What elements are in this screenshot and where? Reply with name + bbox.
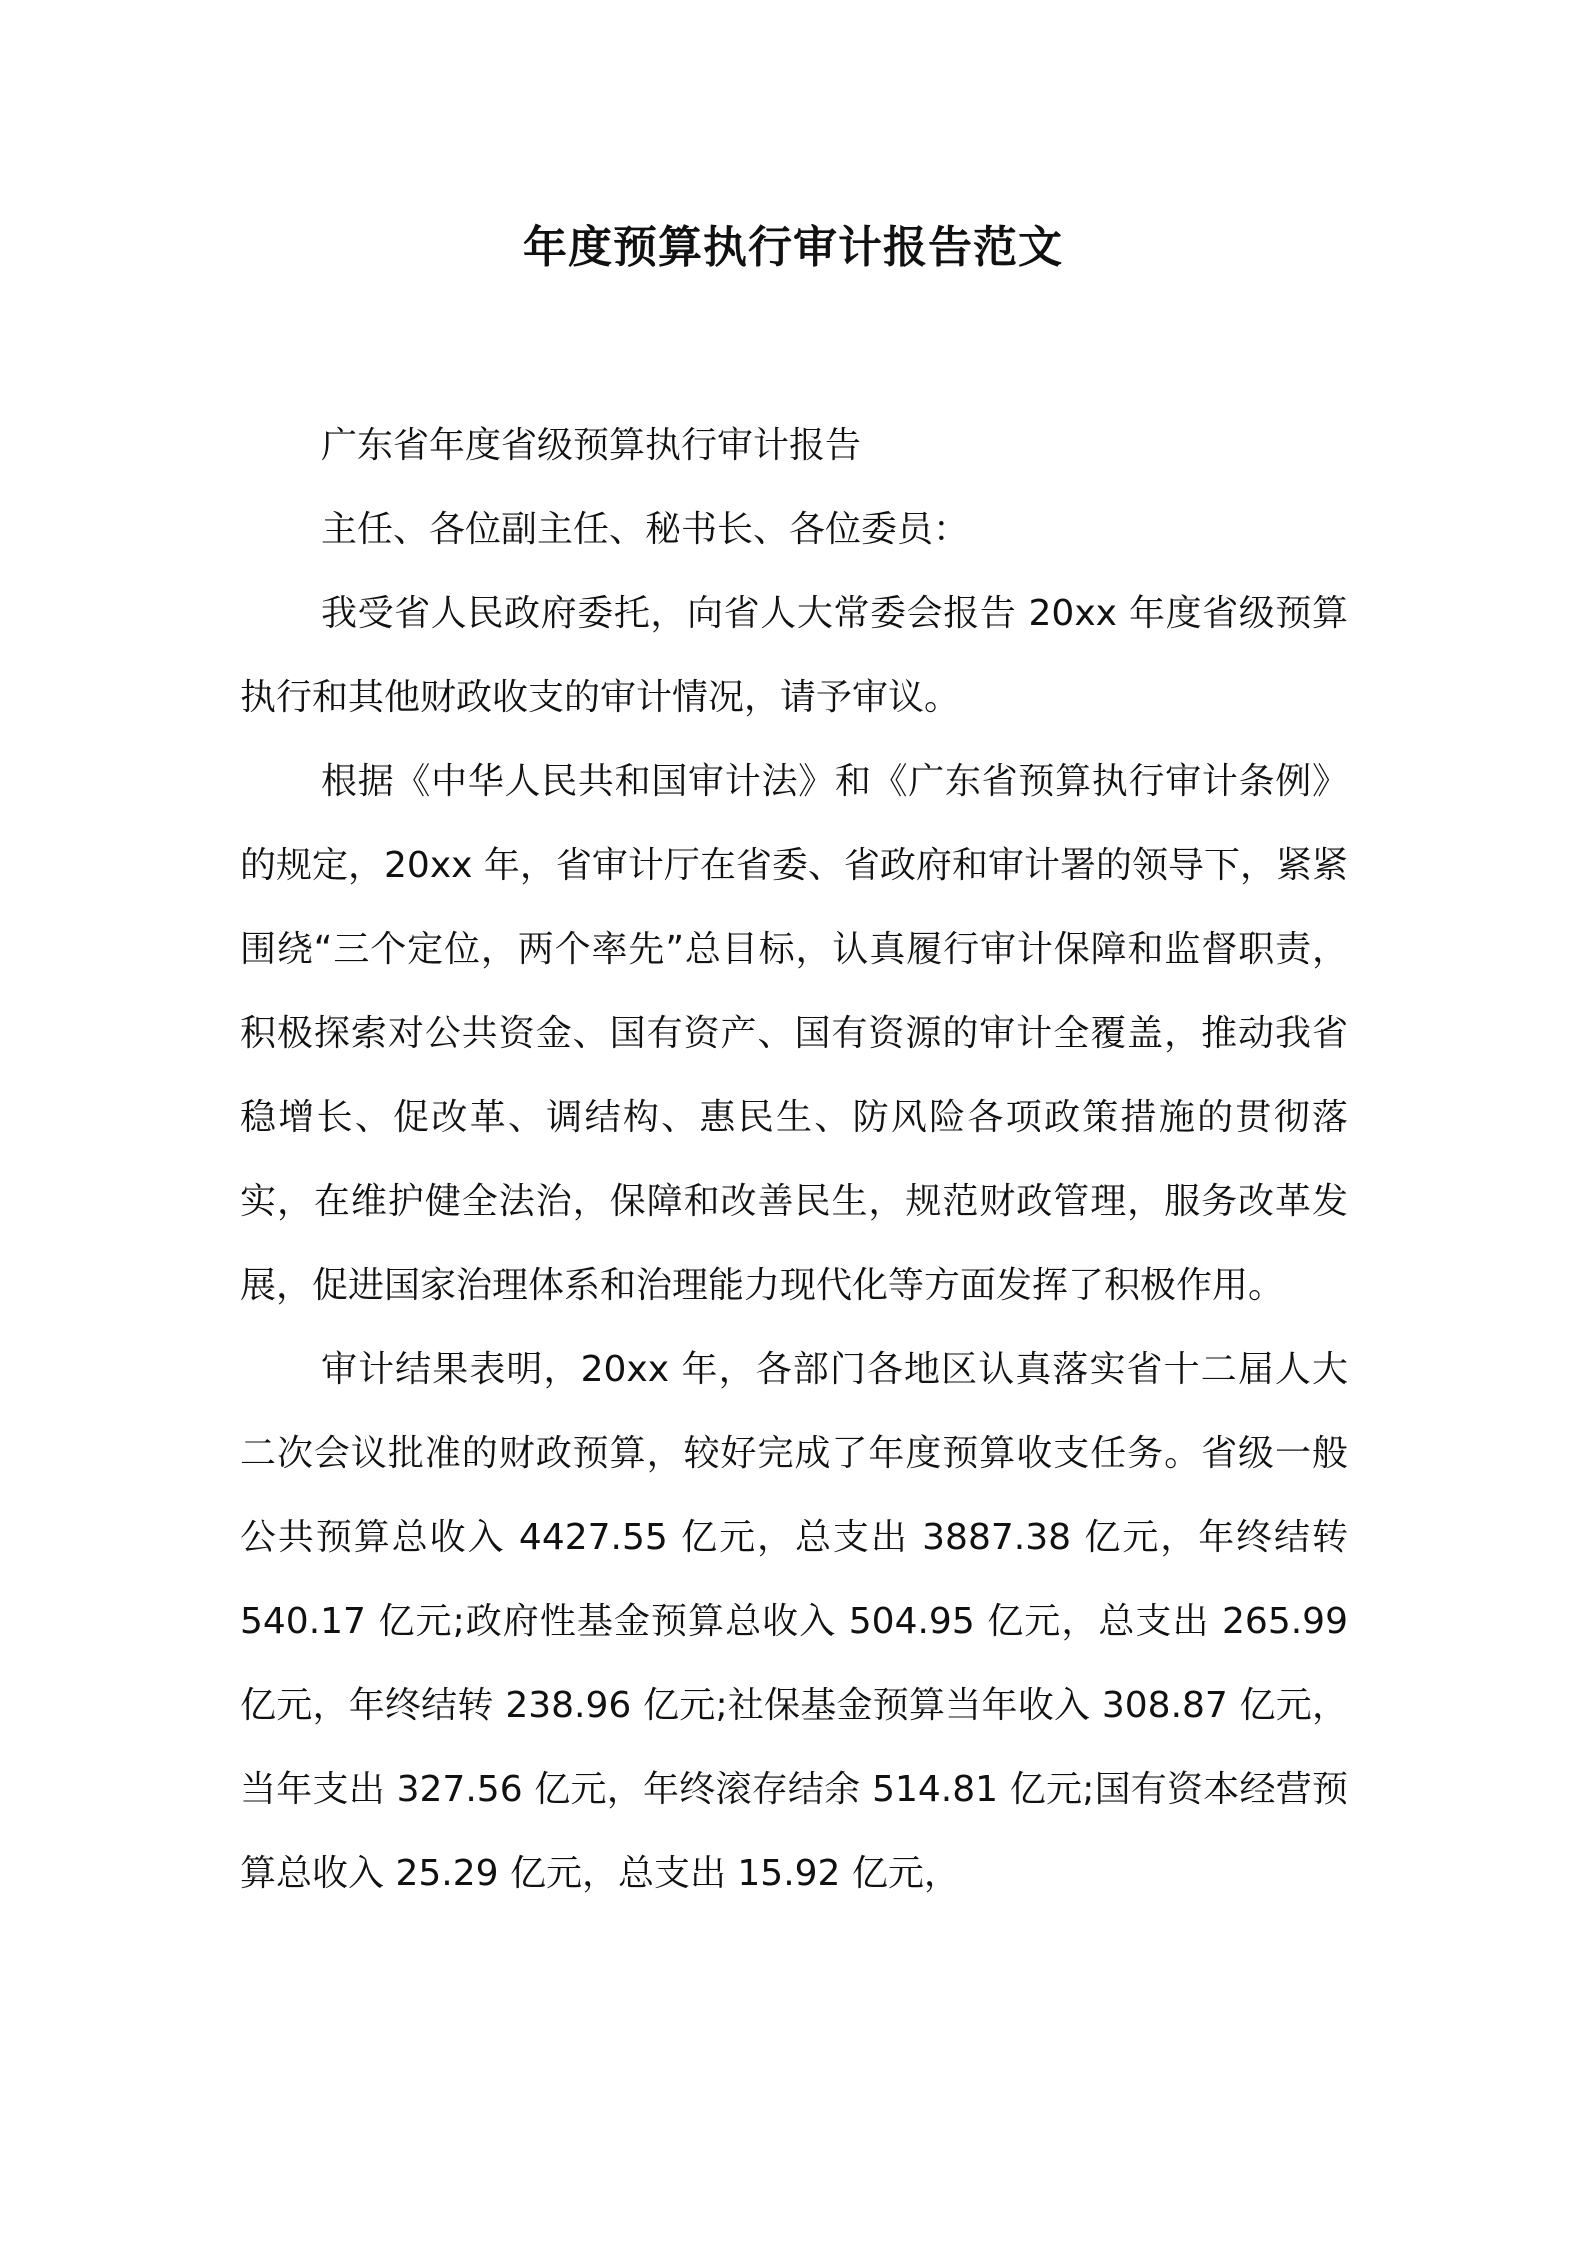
paragraph-audit-results: 审计结果表明，20xx 年，各部门各地区认真落实省十二届人大二次会议批准的财政预算，较好完成了年度预算收支任务。省级一般公共预算总收入 4427.55 亿元，总支出 3887.38 亿元，年终结转 540.17 亿元;政府性基金预算总收入 504.95 亿元，总支出 265.99 亿元，年终结转 238.96 亿元;社保基金预算当年收入 308.87 亿元，当年支出 327.56 亿元，年终滚存结余 514.81 亿元;国有资本经营预算总收入 25.29 亿元，总支出 15.92 亿元，: [240, 1349, 1348, 1894]
paragraph-intro: 我受省人民政府委托，向省人大常委会报告 20xx 年度省级预算执行和其他财政收支的审计情况，请予审议。: [240, 593, 1348, 718]
paragraph-legal-basis: 根据《中华人民共和国审计法》和《广东省预算执行审计条例》的规定，20xx 年，省审计厅在省委、省政府和审计署的领导下，紧紧围绕“三个定位，两个率先”总目标，认真履行审计保障和监督职责，积极探索对公共资金、国有资产、国有资源的审计全覆盖，推动我省稳增长、促改革、调结构、惠民生、防风险各项政策措施的贯彻落实，在维护健全法治，保障和改善民生，规范财政管理，服务改革发展，促进国家治理体系和治理能力现代化等方面发挥了积极作用。: [240, 761, 1348, 1306]
report-heading: 广东省年度省级预算执行审计报告: [321, 425, 862, 466]
document-body: [240, 404, 1348, 1916]
document-title: 年度预算执行审计报告范文: [523, 222, 1063, 273]
salutation: 主任、各位副主任、秘书长、各位委员：: [321, 509, 970, 550]
